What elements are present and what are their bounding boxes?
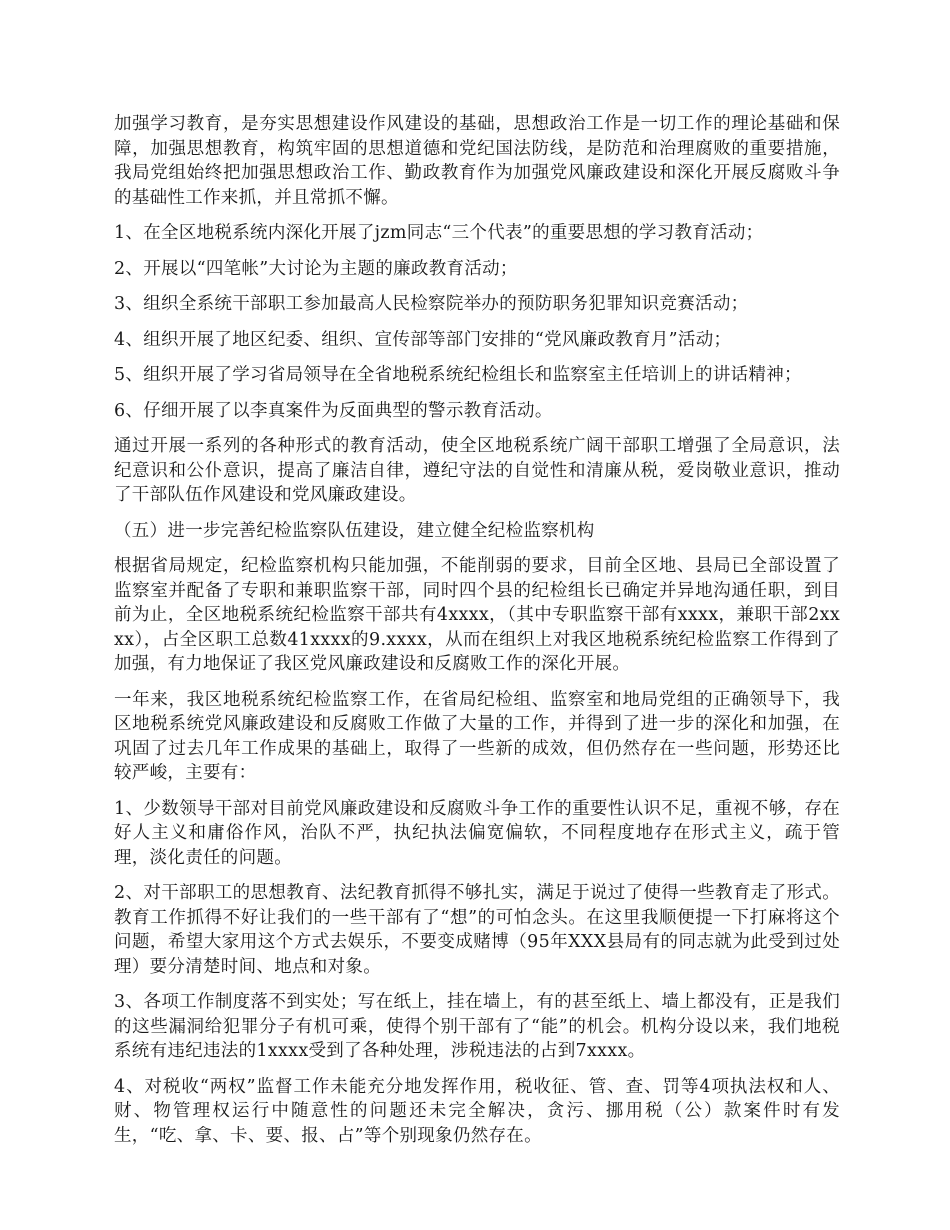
list-item-4: 4、组织开展了地区纪委、组织、宣传部等部门安排的“党风廉政教育月”活动； bbox=[114, 329, 732, 350]
list-item-1: 1、在全区地税系统内深化开展了jzm同志“三个代表”的重要思想的学习教育活动； bbox=[114, 223, 764, 243]
list-item-5: 5、组织开展了学习省局领导在全省地税系统纪检组长和监察室主任培训上的讲话精神； bbox=[114, 365, 802, 385]
section-heading: （五）进一步完善纪检监察队伍建设，建立健全纪检监察机构 bbox=[114, 520, 595, 541]
paragraph-organization: 根据省局规定，纪检监察机构只能加强，不能削弱的要求，目前全区地、县局已全部设置了监察室并配备了专职和兼职监察干部，同时四个县的纪检组长已确定并异地沟通任职，到目前为止，全区地税系统纪检监察干部共有4xxxx，（其中专职监察干部有xxxx，兼职干部2xxxx），占全区职工总数41xxxx的9.xxxx，从而在组织上对我区地税系统纪检监察工作得到了加强，有力地保证了我区党风廉政建设和反腐败工作的深化开展。 bbox=[114, 556, 840, 674]
paragraph-intro: 加强学习教育，是夯实思想建设作风建设的基础，思想政治工作是一切工作的理论基础和保障，加强思想教育，构筑牢固的思想道德和党纪国法防线，是防范和治理腐败的重要措施，我局党组始终把加强思想政治工作、勤政教育作为加强党风廉政建设和深化开展反腐败斗争的基础性工作来抓，并且常抓不懈。 bbox=[114, 114, 840, 208]
problem-item-4: 4、对税收“两权”监督工作未能充分地发挥作用，税收征、管、查、罚等4项执法权和人、财、物管理权运行中随意性的问题还未完全解决，贪污、挪用税（公）款案件时有发生，“吃、拿、卡、要、报、占”等个别现象仍然存在。 bbox=[114, 1076, 840, 1146]
paragraph-summary: 通过开展一系列的各种形式的教育活动，使全区地税系统广阔干部职工增强了全局意识，法纪意识和公仆意识，提高了廉洁自律，遵纪守法的自觉性和清廉从税，爱岗敬业意识，推动了干部队伍作风建设和党风廉政建设。 bbox=[114, 436, 840, 505]
list-item-3: 3、组织全系统干部职工参加最高人民检察院举办的预防职务犯罪知识竞赛活动； bbox=[114, 294, 749, 314]
list-item-2: 2、开展以“四笔帐”大讨论为主题的廉政教育活动； bbox=[114, 258, 518, 279]
paragraph-problems-intro: 一年来，我区地税系统纪检监察工作，在省局纪检组、监察室和地局党组的正确领导下，我区地税系统党风廉政建设和反腐败工作做了大量的工作，并得到了进一步的深化和加强，在巩固了过去几年工作成果的基础上，取得了一些新的成效，但仍然存在一些问题，形势还比较严峻，主要有： bbox=[114, 689, 840, 783]
problem-item-3: 3、各项工作制度落不到实处；写在纸上，挂在墙上，有的甚至纸上、墙上都没有，正是我们的这些漏洞给犯罪分子有机可乘，使得个别干部有了“能”的机会。机构分设以来，我们地税系统有违纪违法的1xxxx受到了各种处理，涉税违法的占到7xxxx。 bbox=[114, 992, 840, 1061]
list-item-6: 6、仔细开展了以李真案件为反面典型的警示教育活动。 bbox=[114, 400, 553, 421]
problem-item-2: 2、对干部职工的思想教育、法纪教育抓得不够扎实，满足于说过了使得一些教育走了形式。教育工作抓得不好让我们的一些干部有了“想”的可怕念头。在这里我顺便提一下打麻将这个问题，希望大家用这个方式去娱乐，不要变成赌博（95年XXX县局有的同志就为此受到过处理）要分清楚时间、地点和对象。 bbox=[114, 883, 840, 977]
document-body bbox=[114, 112, 840, 1159]
problem-item-1: 1、少数领导干部对目前党风廉政建设和反腐败斗争工作的重要性认识不足，重视不够，存在好人主义和庸俗作风，治队不严，执纪执法偏宽偏软，不同程度地存在形式主义，疏于管理，淡化责任的问题。 bbox=[114, 798, 840, 868]
